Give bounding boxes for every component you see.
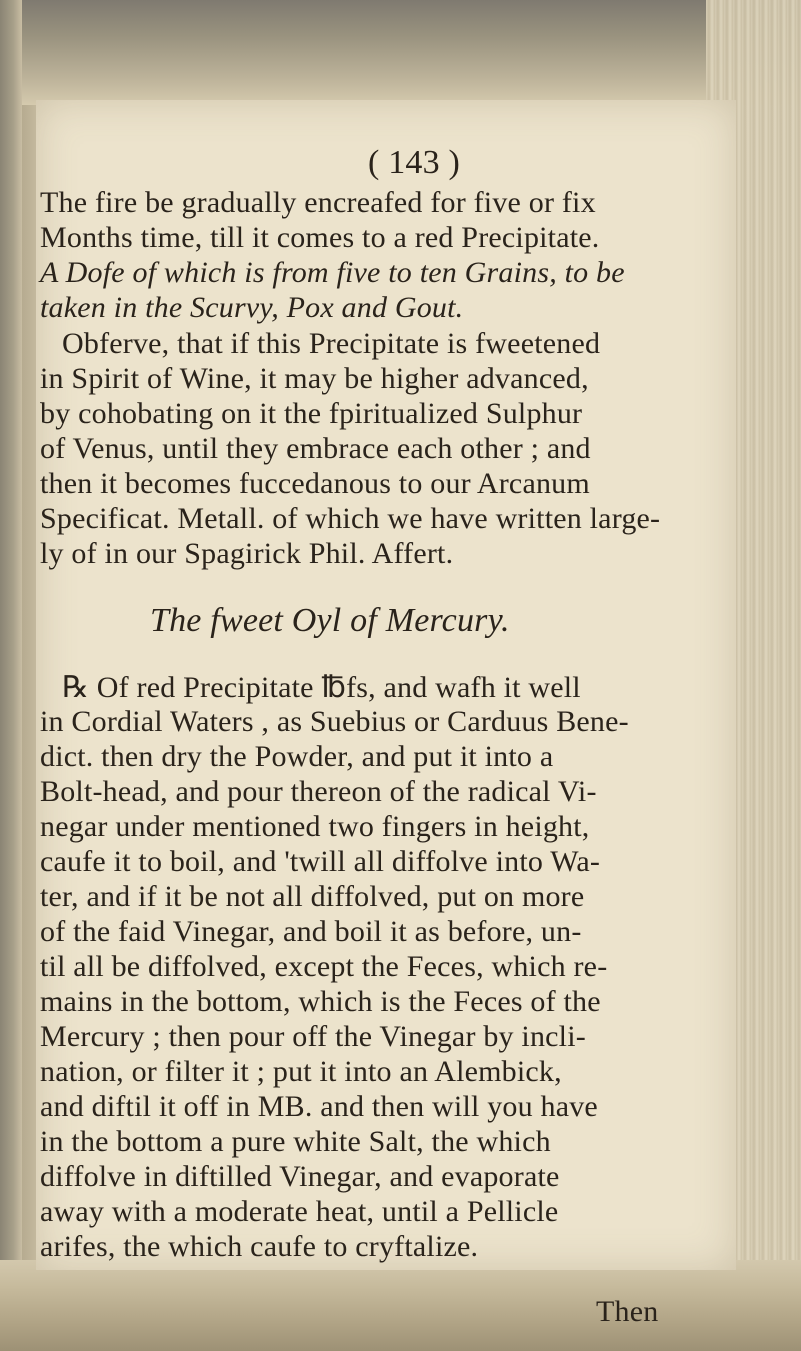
text-line: of Venus, until they embrace each other ; and	[40, 432, 591, 465]
binding-gutter	[0, 0, 22, 1351]
text-line: in the bottom a pure white Salt, the which	[40, 1125, 551, 1158]
catchword: Then	[596, 1295, 659, 1328]
text-line: arifes, the which caufe to cryftalize.	[40, 1230, 479, 1263]
text-line: negar under mentioned two fingers in height,	[40, 810, 590, 843]
text-line: mains in the bottom, which is the Feces of the	[40, 985, 601, 1018]
text-line: by cohobating on it the fpiritualized Sulphur	[40, 397, 583, 430]
text-line: dict. then dry the Powder, and put it into a	[40, 740, 554, 773]
bottom-page-edge	[0, 1260, 801, 1351]
text-line: then it becomes fuccedanous to our Arcanum	[40, 467, 590, 500]
text-line: ℞ Of red Precipitate ℔fs, and wafh it well	[62, 671, 581, 704]
text-line: Months time, till it comes to a red Precipitate.	[40, 221, 600, 254]
text-line: and diftil it off in MB. and then will you have	[40, 1090, 598, 1123]
text-line: A Dofe of which is from five to ten Grains, to be	[40, 256, 625, 289]
text-line: in Spirit of Wine, it may be higher advanced,	[40, 362, 589, 395]
text-line: nation, or filter it ; put it into an Alembick,	[40, 1055, 562, 1088]
text-line: Specificat. Metall. of which we have written large-	[40, 502, 661, 535]
page-number: ( 143 )	[368, 144, 461, 181]
text-line: Mercury ; then pour off the Vinegar by incli-	[40, 1020, 586, 1053]
section-heading: The fweet Oyl of Mercury.	[150, 602, 510, 639]
text-line: Bolt-head, and pour thereon of the radical Vi-	[40, 775, 597, 808]
text-line: ter, and if it be not all diffolved, put on more	[40, 880, 585, 913]
text-line: taken in the Scurvy, Pox and Gout.	[40, 291, 464, 324]
text-line: in Cordial Waters , as Suebius or Carduus Bene-	[40, 705, 629, 738]
text-line: of the faid Vinegar, and boil it as before, un-	[40, 915, 582, 948]
text-line: ly of in our Spagirick Phil. Affert.	[40, 537, 454, 570]
text-line: diffolve in diftilled Vinegar, and evaporate	[40, 1160, 560, 1193]
top-page-edge	[0, 0, 801, 105]
text-line: til all be diffolved, except the Feces, which re-	[40, 950, 608, 983]
text-line: The fire be gradually encreafed for five or fix	[40, 186, 596, 219]
text-line: Obferve, that if this Precipitate is fweetened	[62, 327, 601, 360]
text-line: away with a moderate heat, until a Pellicle	[40, 1195, 559, 1228]
text-line: caufe it to boil, and 'twill all diffolve into Wa-	[40, 845, 601, 878]
